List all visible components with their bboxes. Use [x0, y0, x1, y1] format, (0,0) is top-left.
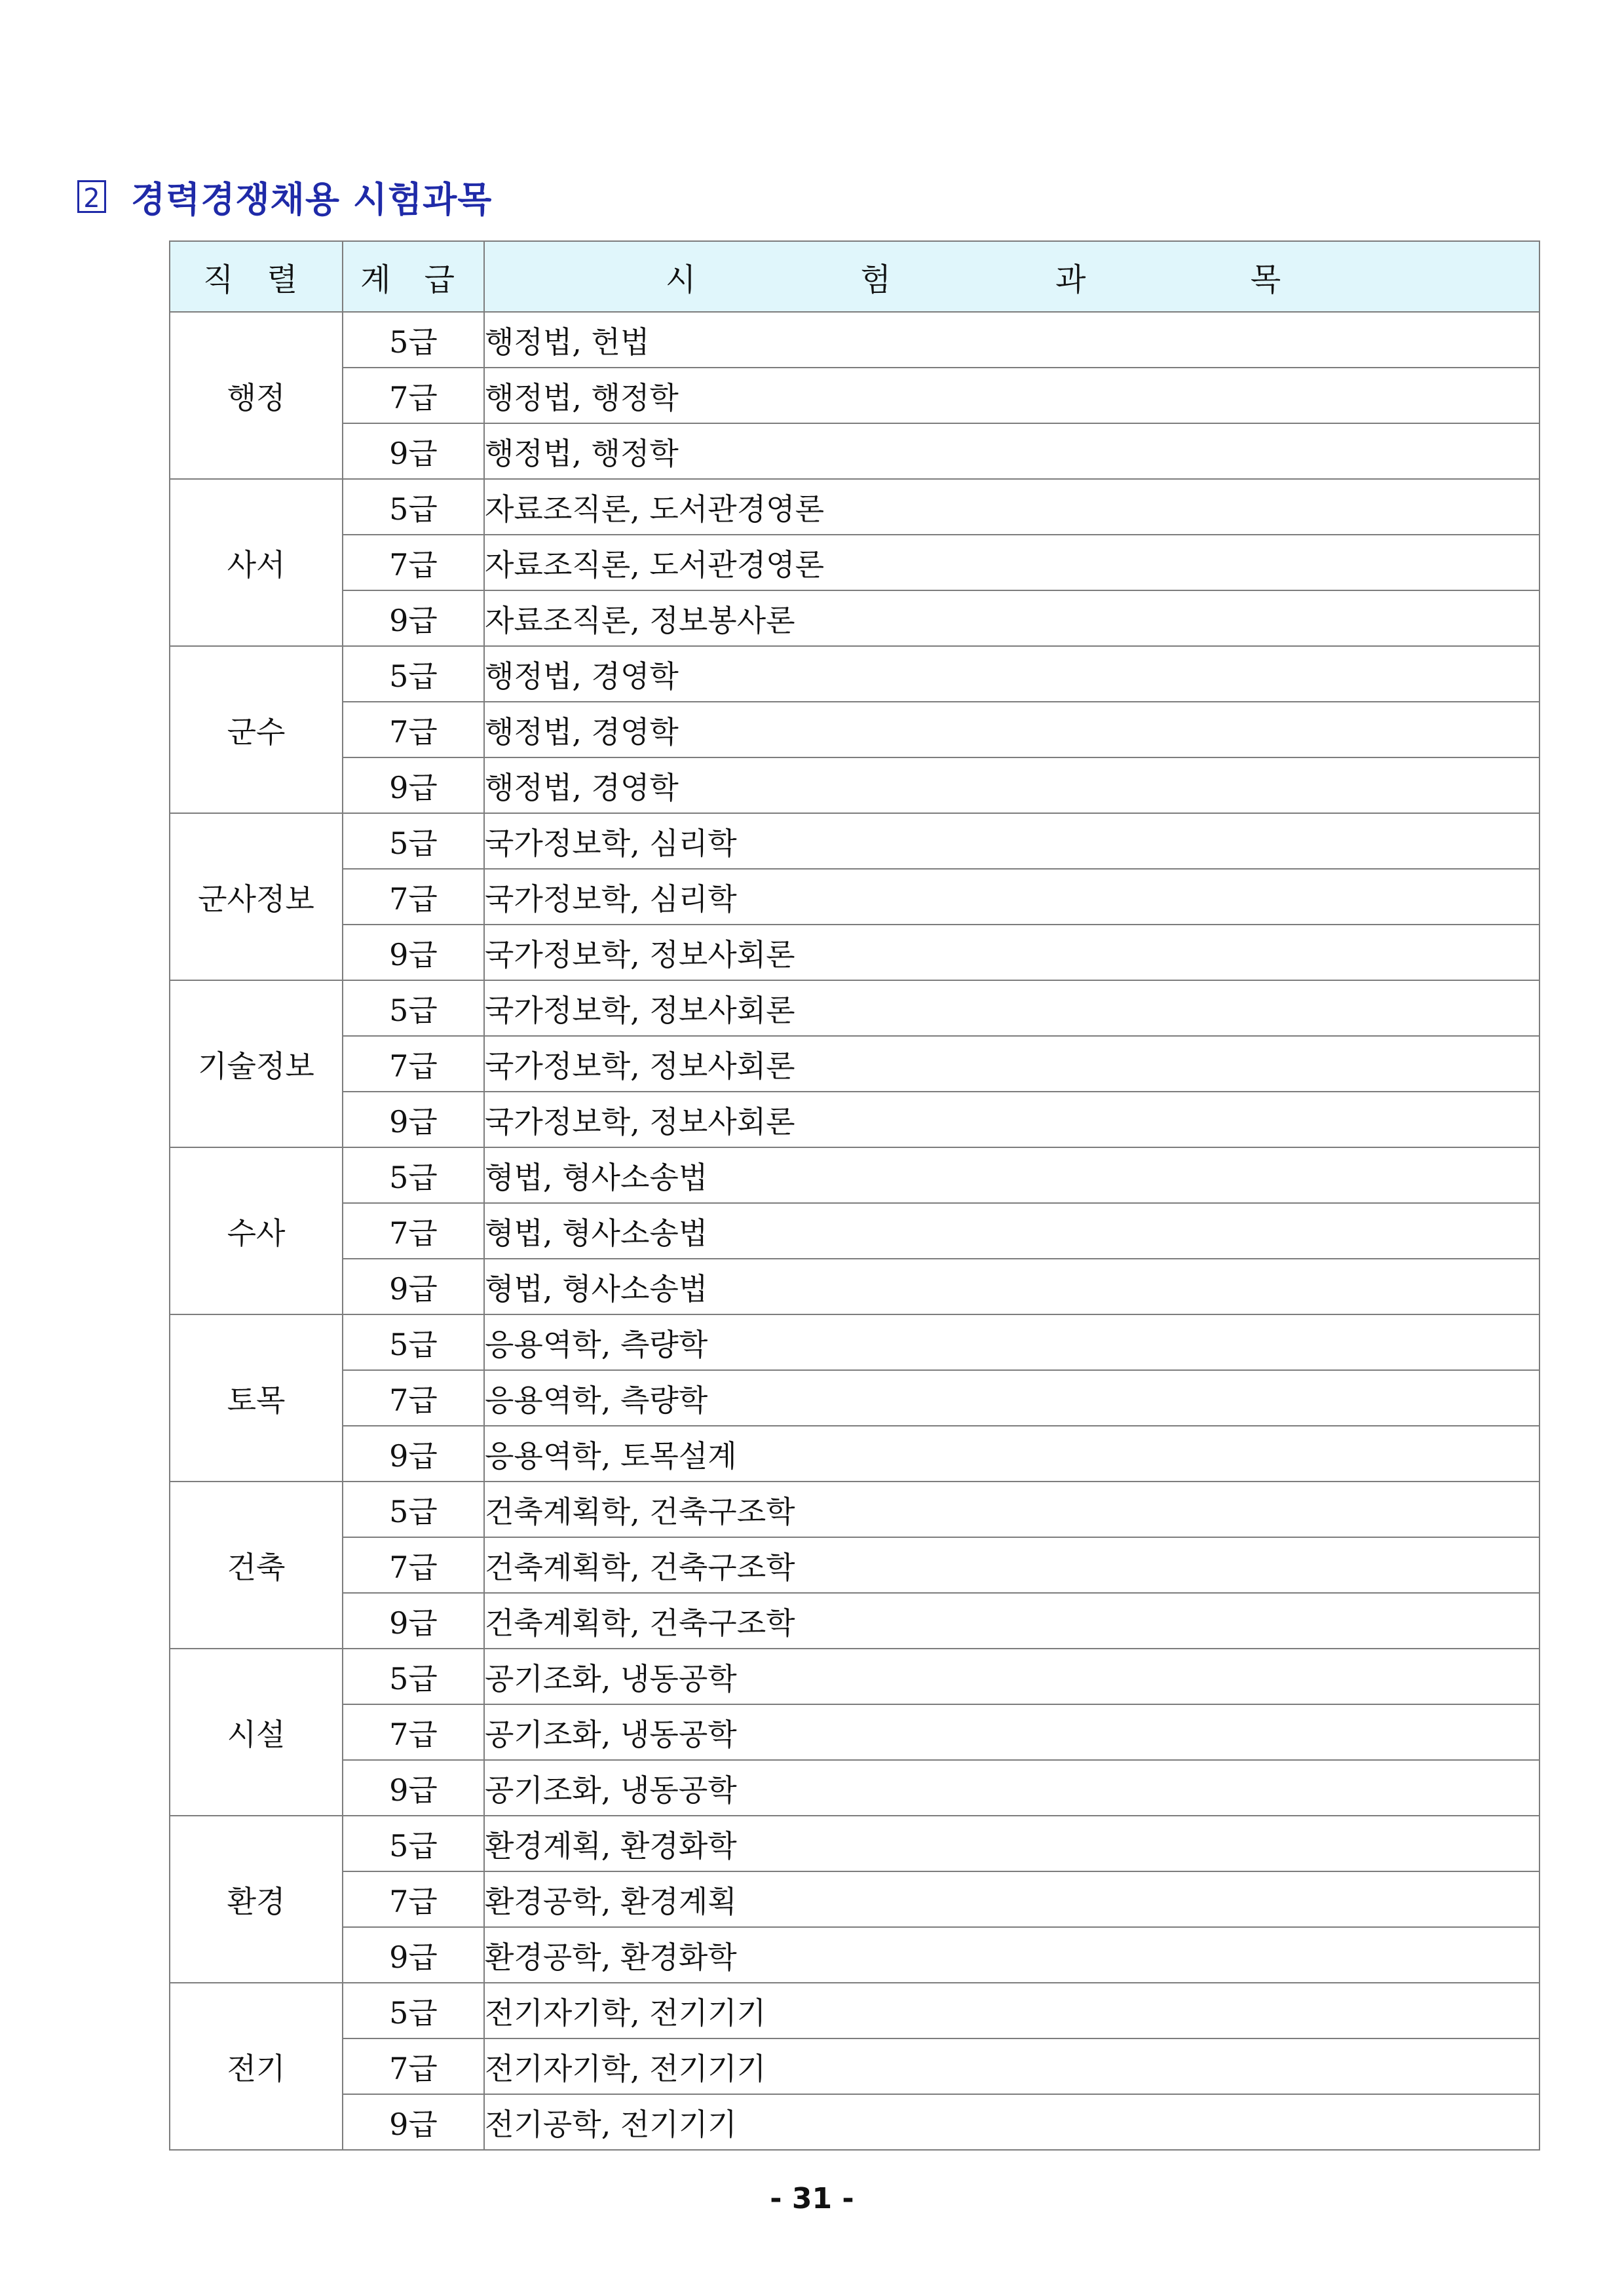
- table-row: [170, 1927, 1539, 1983]
- table-header-row: [170, 241, 1539, 312]
- table-row: [170, 2038, 1539, 2094]
- job-cell: 전기: [170, 1983, 343, 2150]
- table-row: [170, 2094, 1539, 2150]
- grade-cell: 7급: [343, 702, 484, 757]
- subjects-cell: 형법, 형사소송법: [484, 1147, 1539, 1203]
- subjects-cell: 국가정보학, 정보사회론: [484, 925, 1539, 980]
- job-cell: 시설: [170, 1649, 343, 1816]
- subjects-cell: 국가정보학, 심리학: [484, 813, 1539, 869]
- table-row: [170, 312, 1539, 368]
- subjects-cell: 국가정보학, 정보사회론: [484, 1092, 1539, 1147]
- job-cell: 행정: [170, 312, 343, 479]
- grade-cell: 9급: [343, 590, 484, 646]
- table-row: [170, 1092, 1539, 1147]
- subjects-cell: 환경공학, 환경계획: [484, 1871, 1539, 1927]
- grade-cell: 5급: [343, 980, 484, 1036]
- grade-cell: 7급: [343, 368, 484, 423]
- subjects-cell: 행정법, 경영학: [484, 757, 1539, 813]
- grade-cell: 9급: [343, 757, 484, 813]
- table-row: [170, 925, 1539, 980]
- subjects-cell: 행정법, 경영학: [484, 702, 1539, 757]
- grade-cell: 9급: [343, 925, 484, 980]
- subjects-cell: 국가정보학, 정보사회론: [484, 1036, 1539, 1092]
- grade-cell: 5급: [343, 1482, 484, 1537]
- subjects-cell: 전기자기학, 전기기기: [484, 2038, 1539, 2094]
- table-row: [170, 980, 1539, 1036]
- table-row: [170, 1147, 1539, 1203]
- subjects-cell: 형법, 형사소송법: [484, 1259, 1539, 1314]
- subjects-cell: 자료조직론, 정보봉사론: [484, 590, 1539, 646]
- subjects-cell: 공기조화, 냉동공학: [484, 1704, 1539, 1760]
- grade-cell: 7급: [343, 535, 484, 590]
- table-row: [170, 869, 1539, 925]
- table-row: [170, 757, 1539, 813]
- header-grade: 계 급: [343, 241, 484, 312]
- job-cell: 환경: [170, 1816, 343, 1983]
- job-cell: 토목: [170, 1314, 343, 1482]
- grade-cell: 7급: [343, 2038, 484, 2094]
- subjects-cell: 행정법, 경영학: [484, 646, 1539, 702]
- table-row: [170, 590, 1539, 646]
- table-row: [170, 1426, 1539, 1482]
- table-row: [170, 1593, 1539, 1649]
- grade-cell: 7급: [343, 869, 484, 925]
- table-row: [170, 1760, 1539, 1816]
- grade-cell: 5급: [343, 1983, 484, 2038]
- grade-cell: 5급: [343, 1314, 484, 1370]
- subjects-cell: 건축계획학, 건축구조학: [484, 1482, 1539, 1537]
- subjects-cell: 전기공학, 전기기기: [484, 2094, 1539, 2150]
- subjects-cell: 행정법, 행정학: [484, 368, 1539, 423]
- table-row: [170, 1871, 1539, 1927]
- grade-cell: 9급: [343, 1593, 484, 1649]
- table-row: [170, 1983, 1539, 2038]
- table-row: [170, 646, 1539, 702]
- exam-subjects-table: [169, 240, 1540, 2151]
- grade-cell: 9급: [343, 1927, 484, 1983]
- table-row: [170, 368, 1539, 423]
- subjects-cell: 행정법, 행정학: [484, 423, 1539, 479]
- table-row: [170, 1649, 1539, 1704]
- subjects-cell: 공기조화, 냉동공학: [484, 1649, 1539, 1704]
- table-row: [170, 1537, 1539, 1593]
- section-heading: [77, 176, 492, 218]
- section-number-box: 2: [77, 180, 106, 213]
- table-row: [170, 1314, 1539, 1370]
- section-title: 경력경쟁채용 시험과목: [131, 178, 493, 220]
- table-row: [170, 1704, 1539, 1760]
- grade-cell: 5급: [343, 479, 484, 535]
- subjects-cell: 자료조직론, 도서관경영론: [484, 479, 1539, 535]
- grade-cell: 9급: [343, 1760, 484, 1816]
- grade-cell: 7급: [343, 1370, 484, 1426]
- subjects-cell: 형법, 형사소송법: [484, 1203, 1539, 1259]
- grade-cell: 7급: [343, 1704, 484, 1760]
- subjects-cell: 국가정보학, 심리학: [484, 869, 1539, 925]
- grade-cell: 5급: [343, 1649, 484, 1704]
- table-row: [170, 1370, 1539, 1426]
- grade-cell: 5급: [343, 646, 484, 702]
- grade-cell: 9급: [343, 2094, 484, 2150]
- grade-cell: 5급: [343, 312, 484, 368]
- subjects-cell: 공기조화, 냉동공학: [484, 1760, 1539, 1816]
- table-row: [170, 1482, 1539, 1537]
- subjects-cell: 건축계획학, 건축구조학: [484, 1593, 1539, 1649]
- header-job: 직 렬: [170, 241, 343, 312]
- grade-cell: 9급: [343, 1259, 484, 1314]
- grade-cell: 9급: [343, 1426, 484, 1482]
- table-row: [170, 479, 1539, 535]
- table-row: [170, 1036, 1539, 1092]
- subjects-cell: 응용역학, 측량학: [484, 1314, 1539, 1370]
- job-cell: 군사정보: [170, 813, 343, 980]
- grade-cell: 5급: [343, 1147, 484, 1203]
- grade-cell: 7급: [343, 1036, 484, 1092]
- subjects-cell: 응용역학, 토목설계: [484, 1426, 1539, 1482]
- subjects-cell: 행정법, 헌법: [484, 312, 1539, 368]
- subjects-cell: 건축계획학, 건축구조학: [484, 1537, 1539, 1593]
- page-number: - 31 -: [770, 2182, 854, 2215]
- grade-cell: 9급: [343, 1092, 484, 1147]
- grade-cell: 5급: [343, 1816, 484, 1871]
- job-cell: 기술정보: [170, 980, 343, 1147]
- table-body: [170, 312, 1539, 2150]
- job-cell: 수사: [170, 1147, 343, 1314]
- subjects-cell: 응용역학, 측량학: [484, 1370, 1539, 1426]
- grade-cell: 7급: [343, 1203, 484, 1259]
- table-row: [170, 1203, 1539, 1259]
- subjects-cell: 환경공학, 환경화학: [484, 1927, 1539, 1983]
- table-row: [170, 1259, 1539, 1314]
- subjects-cell: 국가정보학, 정보사회론: [484, 980, 1539, 1036]
- table-row: [170, 535, 1539, 590]
- grade-cell: 9급: [343, 423, 484, 479]
- job-cell: 군수: [170, 646, 343, 813]
- table-row: [170, 813, 1539, 869]
- table-row: [170, 1816, 1539, 1871]
- subjects-cell: 환경계획, 환경화학: [484, 1816, 1539, 1871]
- grade-cell: 5급: [343, 813, 484, 869]
- table-row: [170, 423, 1539, 479]
- job-cell: 건축: [170, 1482, 343, 1649]
- subjects-cell: 자료조직론, 도서관경영론: [484, 535, 1539, 590]
- grade-cell: 7급: [343, 1537, 484, 1593]
- grade-cell: 7급: [343, 1871, 484, 1927]
- job-cell: 사서: [170, 479, 343, 646]
- table-row: [170, 702, 1539, 757]
- subjects-cell: 전기자기학, 전기기기: [484, 1983, 1539, 2038]
- header-subjects: 시 험 과 목: [484, 241, 1539, 312]
